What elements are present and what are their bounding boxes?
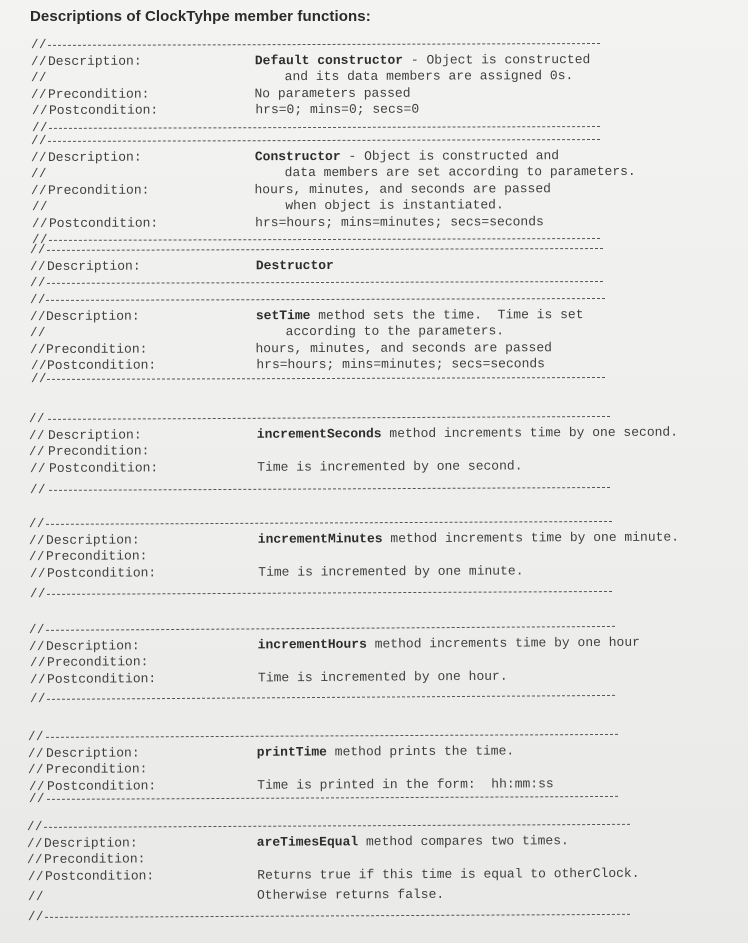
description-text: method increments time by one hour xyxy=(367,634,641,652)
postcondition-text: hrs=hours; mins=minutes; secs=seconds xyxy=(255,356,545,373)
comment-marker: // xyxy=(31,232,49,247)
function-name: printTime xyxy=(256,743,328,760)
comment-marker: // xyxy=(29,639,46,654)
precondition-label: Precondition: xyxy=(46,654,149,670)
description-label: Description: xyxy=(44,834,138,851)
postcondition-value xyxy=(255,101,419,120)
function-name: setTime xyxy=(255,307,311,323)
comment-marker: // xyxy=(27,869,44,884)
postcondition-text: Time is incremented by one hour. xyxy=(257,668,508,685)
postcondition-label: Postcondition: xyxy=(46,777,156,794)
function-name: incrementMinutes xyxy=(257,530,383,547)
separator-line xyxy=(49,487,610,491)
postcondition-value xyxy=(258,562,523,581)
description-text: method prints the time. xyxy=(327,742,515,759)
separator-line xyxy=(48,139,600,142)
comment-marker: // xyxy=(29,549,46,564)
comment-marker: // xyxy=(30,259,47,274)
postcondition-value xyxy=(255,213,544,232)
comment-marker: // xyxy=(28,746,45,761)
comment-marker: // xyxy=(27,836,44,851)
postcondition-text: Time is printed in the form: hh:mm:ss xyxy=(256,775,554,793)
separator-line xyxy=(44,824,630,828)
description-label: Description: xyxy=(46,744,140,761)
postcondition-text: Time is incremented by one second. xyxy=(256,457,523,475)
description-continuation: data members are set according to parameters. xyxy=(284,163,637,181)
description-text: method increments time by one minute. xyxy=(382,529,680,546)
description-text: method sets the time. Time is set xyxy=(310,306,584,323)
comment-marker: // xyxy=(28,411,46,426)
comment-marker: // xyxy=(29,428,46,443)
separator-line xyxy=(45,914,630,918)
comment-marker: // xyxy=(29,533,46,548)
postcondition-text: hrs=hours; mins=minutes; secs=seconds xyxy=(254,213,544,230)
description-text: method compares two times. xyxy=(358,832,570,849)
comment-marker: // xyxy=(28,622,46,637)
postcondition-label: Postcondition: xyxy=(48,215,159,231)
description-value xyxy=(258,528,679,548)
comment-marker: // xyxy=(31,216,48,231)
description-label: Description: xyxy=(46,637,140,654)
description-value xyxy=(257,832,569,852)
comment-marker: // xyxy=(31,120,48,135)
function-name: incrementSeconds xyxy=(256,425,382,442)
comment-marker: // xyxy=(29,566,46,581)
postcondition-label: Postcondition: xyxy=(46,357,156,373)
comment-marker: // xyxy=(30,342,47,357)
postcondition-label: Postcondition: xyxy=(48,459,158,476)
precondition-label: Precondition: xyxy=(46,548,148,564)
comment-marker: // xyxy=(29,242,47,257)
postcondition-value xyxy=(257,457,522,476)
description-text: - Object is constructed and xyxy=(340,147,560,164)
function-name: areTimesEqual xyxy=(256,833,359,850)
comment-marker: // xyxy=(27,889,45,904)
comment-marker: // xyxy=(28,516,46,531)
precondition-label: Precondition: xyxy=(48,443,150,459)
page-title: Descriptions of ClockTyhpe member functions: xyxy=(30,8,371,25)
comment-marker: // xyxy=(30,325,47,340)
precondition-label: Precondition: xyxy=(48,182,150,198)
precondition-label: Precondition: xyxy=(46,341,148,357)
precondition-label: Precondition: xyxy=(46,761,148,777)
function-name: incrementHours xyxy=(257,636,368,652)
separator-line xyxy=(47,248,603,251)
comment-marker: // xyxy=(30,691,47,706)
comment-marker: // xyxy=(26,819,44,834)
separator-line xyxy=(46,521,612,525)
description-label: Description: xyxy=(46,531,140,548)
postcondition-text: hrs=0; mins=0; secs=0 xyxy=(254,101,419,118)
postcondition-continuation: Otherwise returns false. xyxy=(256,886,445,903)
separator-line xyxy=(46,734,618,738)
comment-marker: // xyxy=(31,199,48,214)
precondition-label: Precondition: xyxy=(44,851,146,867)
comment-marker: // xyxy=(28,779,45,794)
description-label: Description: xyxy=(47,258,141,274)
postcondition-label: Postcondition: xyxy=(46,564,156,581)
precondition-continuation: when object is instantiated. xyxy=(284,197,504,214)
postcondition-label: Postcondition: xyxy=(46,670,157,687)
description-label: Description: xyxy=(48,426,142,443)
comment-marker: // xyxy=(28,909,45,924)
comment-marker: // xyxy=(31,87,48,102)
separator-line xyxy=(47,591,612,595)
comment-marker: // xyxy=(29,672,47,687)
comment-marker: // xyxy=(30,37,48,52)
comment-marker: // xyxy=(31,166,48,181)
comment-marker: // xyxy=(28,791,45,806)
description-label: Description: xyxy=(46,308,140,324)
comment-marker: // xyxy=(30,309,47,324)
comment-marker: // xyxy=(29,444,46,459)
description-value xyxy=(257,423,678,443)
function-name: Default constructor xyxy=(254,52,404,68)
function-name: Destructor xyxy=(255,257,335,273)
postcondition-value xyxy=(257,775,554,795)
postcondition-text: Returns true if this time is equal to otherClock. xyxy=(256,865,640,883)
separator-line xyxy=(46,626,615,631)
separator-line xyxy=(49,238,600,241)
comment-marker: // xyxy=(30,133,48,148)
postcondition-value xyxy=(256,355,545,374)
separator-line xyxy=(48,416,610,420)
description-continuation: and its data members are assigned 0s. xyxy=(284,68,574,85)
description-label: Description: xyxy=(48,149,142,165)
description-value xyxy=(257,742,515,761)
description-continuation: according to the parameters. xyxy=(285,323,505,340)
description-text: - Object is constructed xyxy=(403,51,591,68)
separator-line xyxy=(47,695,615,700)
comment-marker: // xyxy=(30,482,47,497)
comment-marker: // xyxy=(30,371,47,386)
postcondition-label: Postcondition: xyxy=(44,867,154,884)
separator-line xyxy=(47,376,605,379)
precondition-text: hours, minutes, and seconds are passed xyxy=(255,339,553,356)
postcondition-label: Postcondition: xyxy=(48,102,158,118)
precondition-text: No parameters passed xyxy=(254,85,412,101)
description-value xyxy=(258,633,640,654)
function-name: Constructor xyxy=(254,148,341,164)
comment-marker: // xyxy=(28,762,45,777)
precondition-text: hours, minutes, and seconds are passed xyxy=(254,180,552,197)
comment-marker: // xyxy=(27,729,45,744)
postcondition-value xyxy=(257,864,639,884)
separator-line xyxy=(47,796,618,800)
comment-marker: // xyxy=(30,586,47,601)
separator-line xyxy=(47,281,603,284)
comment-marker: // xyxy=(31,183,48,198)
separator-line xyxy=(48,43,600,46)
comment-marker: // xyxy=(29,655,46,670)
comment-marker: // xyxy=(29,461,46,476)
separator-line xyxy=(46,298,605,301)
comment-marker: // xyxy=(31,54,48,69)
description-value xyxy=(256,256,334,274)
comment-marker: // xyxy=(31,103,48,118)
comment-marker: // xyxy=(31,70,48,85)
description-label: Description: xyxy=(48,53,142,69)
separator-line xyxy=(49,126,600,129)
postcondition-value xyxy=(258,667,508,687)
description-text: method increments time by one second. xyxy=(381,424,679,441)
comment-marker: // xyxy=(30,358,47,373)
comment-marker: // xyxy=(29,292,47,307)
comment-marker: // xyxy=(30,275,47,290)
comment-marker: // xyxy=(27,852,44,867)
comment-marker: // xyxy=(31,150,48,165)
precondition-label: Precondition: xyxy=(48,86,150,102)
postcondition-text: Time is incremented by one minute. xyxy=(257,562,524,580)
